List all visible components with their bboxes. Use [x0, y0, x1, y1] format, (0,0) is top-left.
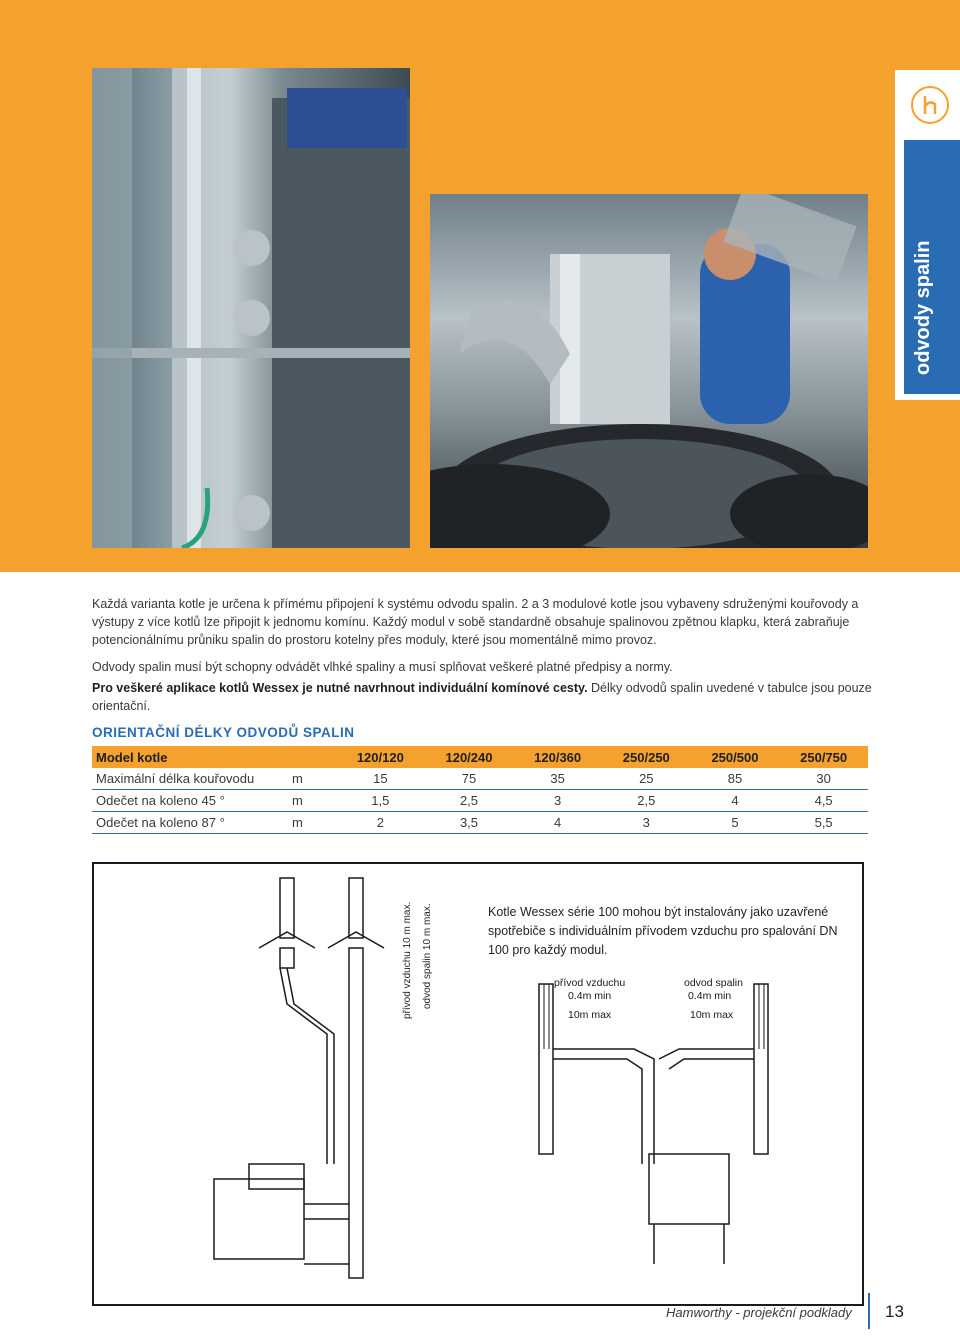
air-supply-label: přívod vzduchu — [554, 977, 626, 989]
table-header-cell: 120/240 — [425, 746, 514, 768]
table-cell: 3 — [513, 790, 602, 812]
flue-outlet-label: odvod spalin — [684, 977, 743, 989]
table-row — [92, 768, 868, 790]
table-cell: 4 — [691, 790, 780, 812]
table-header-cell: 250/500 — [691, 746, 780, 768]
table-cell: m — [288, 812, 336, 834]
table-cell: Maximální délka kouřovodu — [92, 768, 288, 790]
h-logo-mark — [913, 88, 947, 122]
table-cell: Odečet na koleno 45 ° — [92, 790, 288, 812]
table-header-row — [92, 746, 868, 768]
intro-paragraph-3-bold: Pro veškeré aplikace kotlů Wessex je nutné navrhnout individuální komínové cesty. — [92, 681, 588, 695]
table-cell: 2 — [336, 812, 425, 834]
flue-min-label: 0.4m min — [688, 990, 732, 1002]
table-cell: 30 — [779, 768, 868, 790]
table-row — [92, 790, 868, 812]
flue-max-label: 10m max — [690, 1009, 734, 1021]
flue-length-label: odvod spalin 10 m max. — [422, 903, 433, 1009]
intro-paragraph-3 — [92, 679, 882, 715]
footer-publication: Hamworthy - projekční podklady — [666, 1305, 852, 1320]
table-cell: m — [288, 768, 336, 790]
boiler-flue-illustration — [92, 68, 410, 548]
air-min-label: 0.4m min — [568, 990, 612, 1002]
table-title: ORIENTAČNÍ DÉLKY ODVODŮ SPALIN — [92, 725, 355, 740]
table-cell: 35 — [513, 768, 602, 790]
table-cell: Odečet na koleno 87 ° — [92, 812, 288, 834]
table-header-cell — [288, 746, 336, 768]
air-supply-length-label: přívod vzduchu 10 m max. — [402, 901, 413, 1019]
flue-parts-illustration — [430, 194, 868, 548]
table-cell: 15 — [336, 768, 425, 790]
table-cell: 4 — [513, 812, 602, 834]
section-label-box — [904, 140, 960, 394]
table-cell: 3 — [602, 812, 691, 834]
section-label: odvody spalin — [912, 240, 934, 375]
flue-length-table — [92, 746, 868, 834]
table-header-cell: Model kotle — [92, 746, 288, 768]
footer-divider — [868, 1293, 870, 1329]
table-cell: 25 — [602, 768, 691, 790]
table-cell: 2,5 — [425, 790, 514, 812]
table-row — [92, 812, 868, 834]
intro-paragraph-2: Odvody spalin musí být schopny odvádět vlhké spaliny a musí splňovat veškeré platné předpisy a normy. — [92, 660, 673, 674]
table-header-cell: 250/250 — [602, 746, 691, 768]
technician-flue-parts-photo — [430, 194, 868, 548]
table-cell: m — [288, 790, 336, 812]
table-header-cell: 120/360 — [513, 746, 602, 768]
boiler-flue-photo — [92, 68, 410, 548]
table-cell: 5 — [691, 812, 780, 834]
h-circle-icon — [911, 86, 949, 124]
diagram-note: Kotle Wessex série 100 mohou být instalovány jako uzavřené spotřebiče s individuálním přívodem vzduchu pro spalování DN 100 pro každý modul. — [488, 905, 838, 957]
table-cell: 4,5 — [779, 790, 868, 812]
table-cell: 2,5 — [602, 790, 691, 812]
table-header-cell: 250/750 — [779, 746, 868, 768]
intro-paragraph-1: Každá varianta kotle je určena k přímému připojení k systému odvodu spalin. 2 a 3 modulové kotle jsou vybaveny sdruženými kouřovody a výstupy z více kotlů lze připojit k jednomu komínu. Každý modul v sobě standardně obsahuje spalinovou zpětnou klapku, která zabraňuje potencionálnímu průniku spalin do prostoru kotelny přes moduly, které jsou momentálně mimo provoz. — [92, 597, 859, 647]
table-cell: 75 — [425, 768, 514, 790]
table-cell: 3,5 — [425, 812, 514, 834]
table-cell: 1,5 — [336, 790, 425, 812]
page-number: 13 — [885, 1302, 904, 1321]
table-cell: 5,5 — [779, 812, 868, 834]
table-header-cell: 120/120 — [336, 746, 425, 768]
air-max-label: 10m max — [568, 1009, 612, 1021]
intro-paragraph-3-rest: Délky odvodů spalin uvedené v tabulce jsou pouze orientační. — [92, 681, 872, 713]
table-cell: 85 — [691, 768, 780, 790]
